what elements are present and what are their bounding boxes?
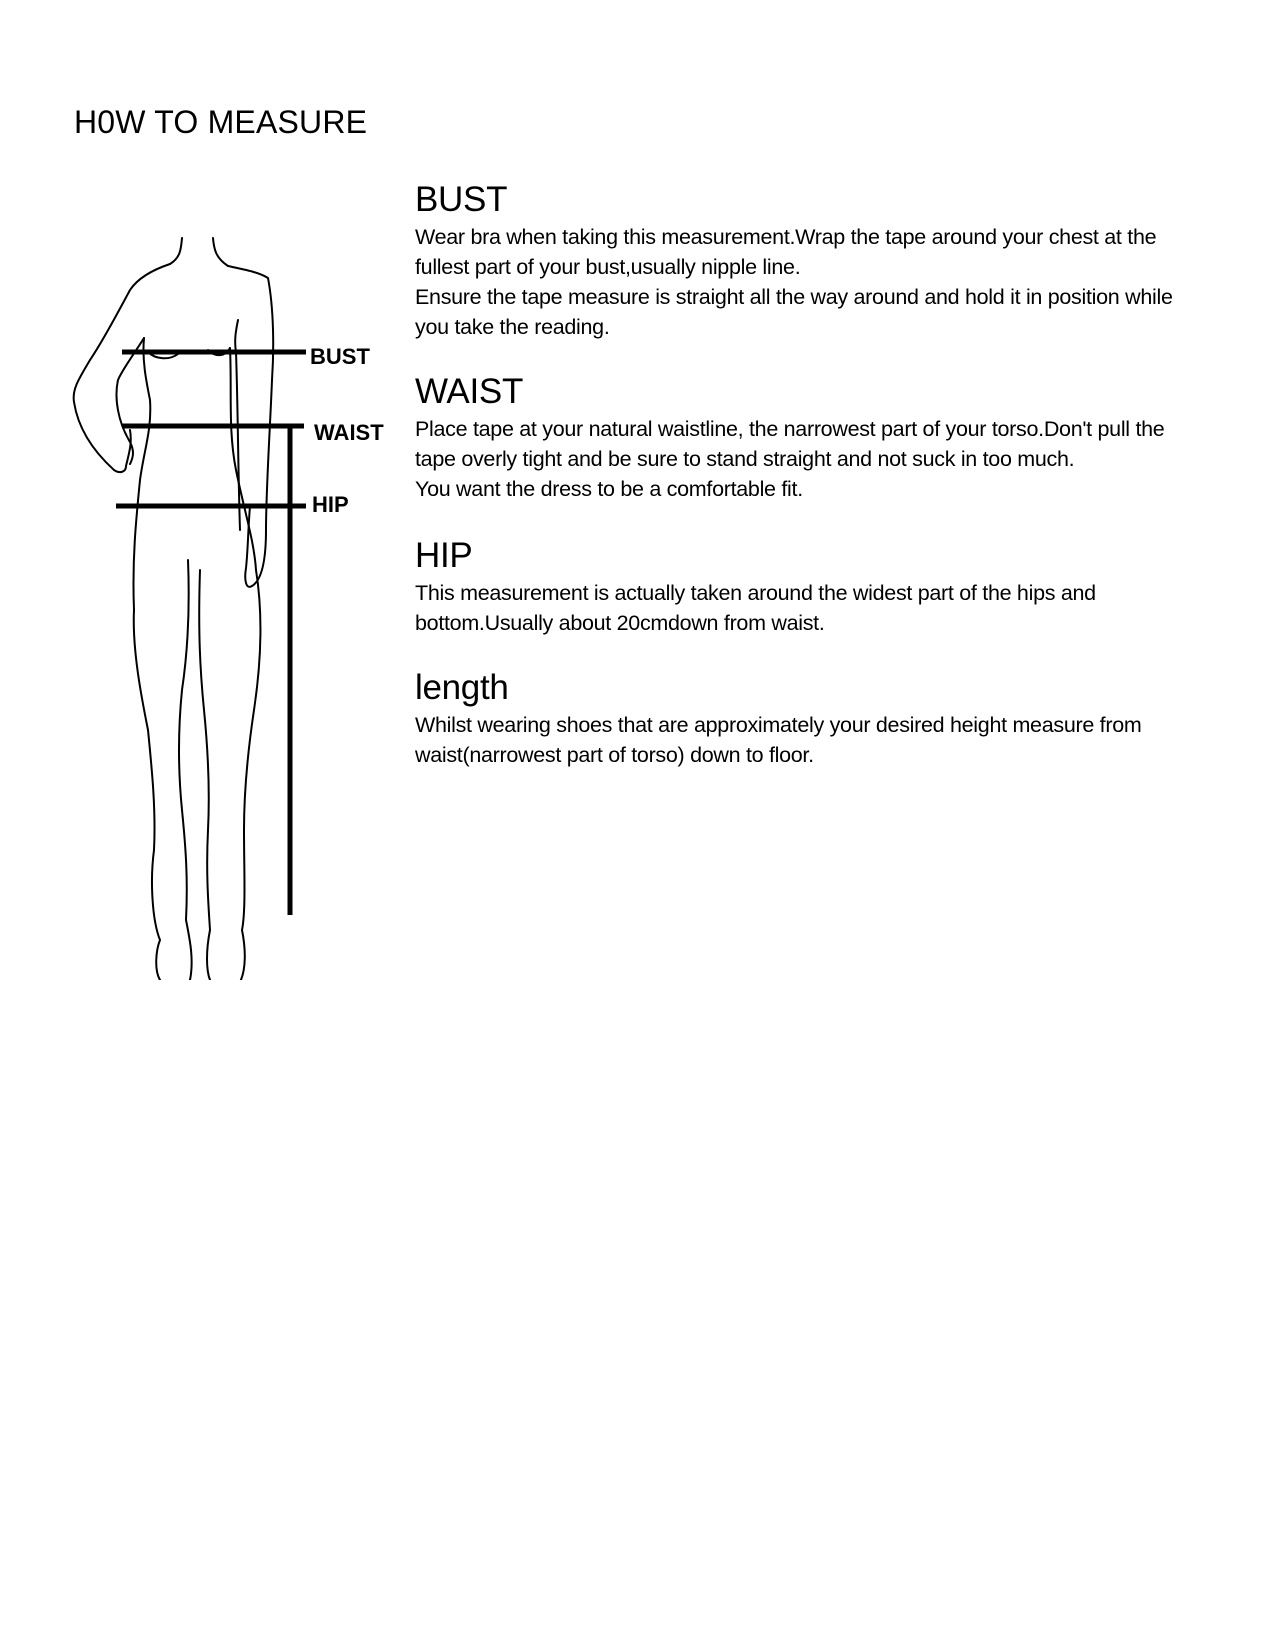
bust-text: Wear bra when taking this measurement.Wrap the tape around your chest at the fullest part of your bust,usually nipple line. Ensure the tape measure is straight all the way around and hold it in position while you take the reading. <box>415 225 1173 339</box>
hip-section <box>415 536 1195 638</box>
left-arm-outline <box>74 264 170 472</box>
neck-left <box>170 238 182 264</box>
left-leg-inner <box>179 560 192 980</box>
hip-text: This measurement is actually taken around the widest part of the hips and bottom.Usually about 20cmdown from waist. <box>415 581 1096 635</box>
page-title: H0W TO MEASURE <box>74 104 368 140</box>
hip-label: HIP <box>312 492 349 517</box>
torso-left <box>133 338 150 610</box>
hip-heading: HIP <box>415 536 473 575</box>
neck-right <box>213 238 228 266</box>
body-figure-diagram <box>60 230 420 980</box>
waist-label: WAIST <box>314 420 384 445</box>
left-leg-outer <box>134 610 160 980</box>
right-leg-outer <box>240 570 260 980</box>
length-text: Whilst wearing shoes that are approximately your desired height measure from waist(narrowest part of torso) down to floor. <box>415 713 1142 767</box>
waist-section <box>415 372 1195 504</box>
bust-heading: BUST <box>415 180 508 219</box>
length-heading: length <box>415 668 509 707</box>
waist-heading: WAIST <box>415 372 524 411</box>
torso-right <box>230 348 256 570</box>
bust-label: BUST <box>310 344 370 369</box>
length-section <box>415 668 1195 770</box>
waist-text: Place tape at your natural waistline, the narrowest part of your torso.Don't pull the tape overly tight and be sure to stand straight and not suck in too much. You want the dress to be a comfortable fit. <box>415 417 1165 501</box>
right-leg-inner <box>199 570 210 980</box>
bust-section <box>415 180 1195 342</box>
body-outline-illustration <box>60 230 420 980</box>
